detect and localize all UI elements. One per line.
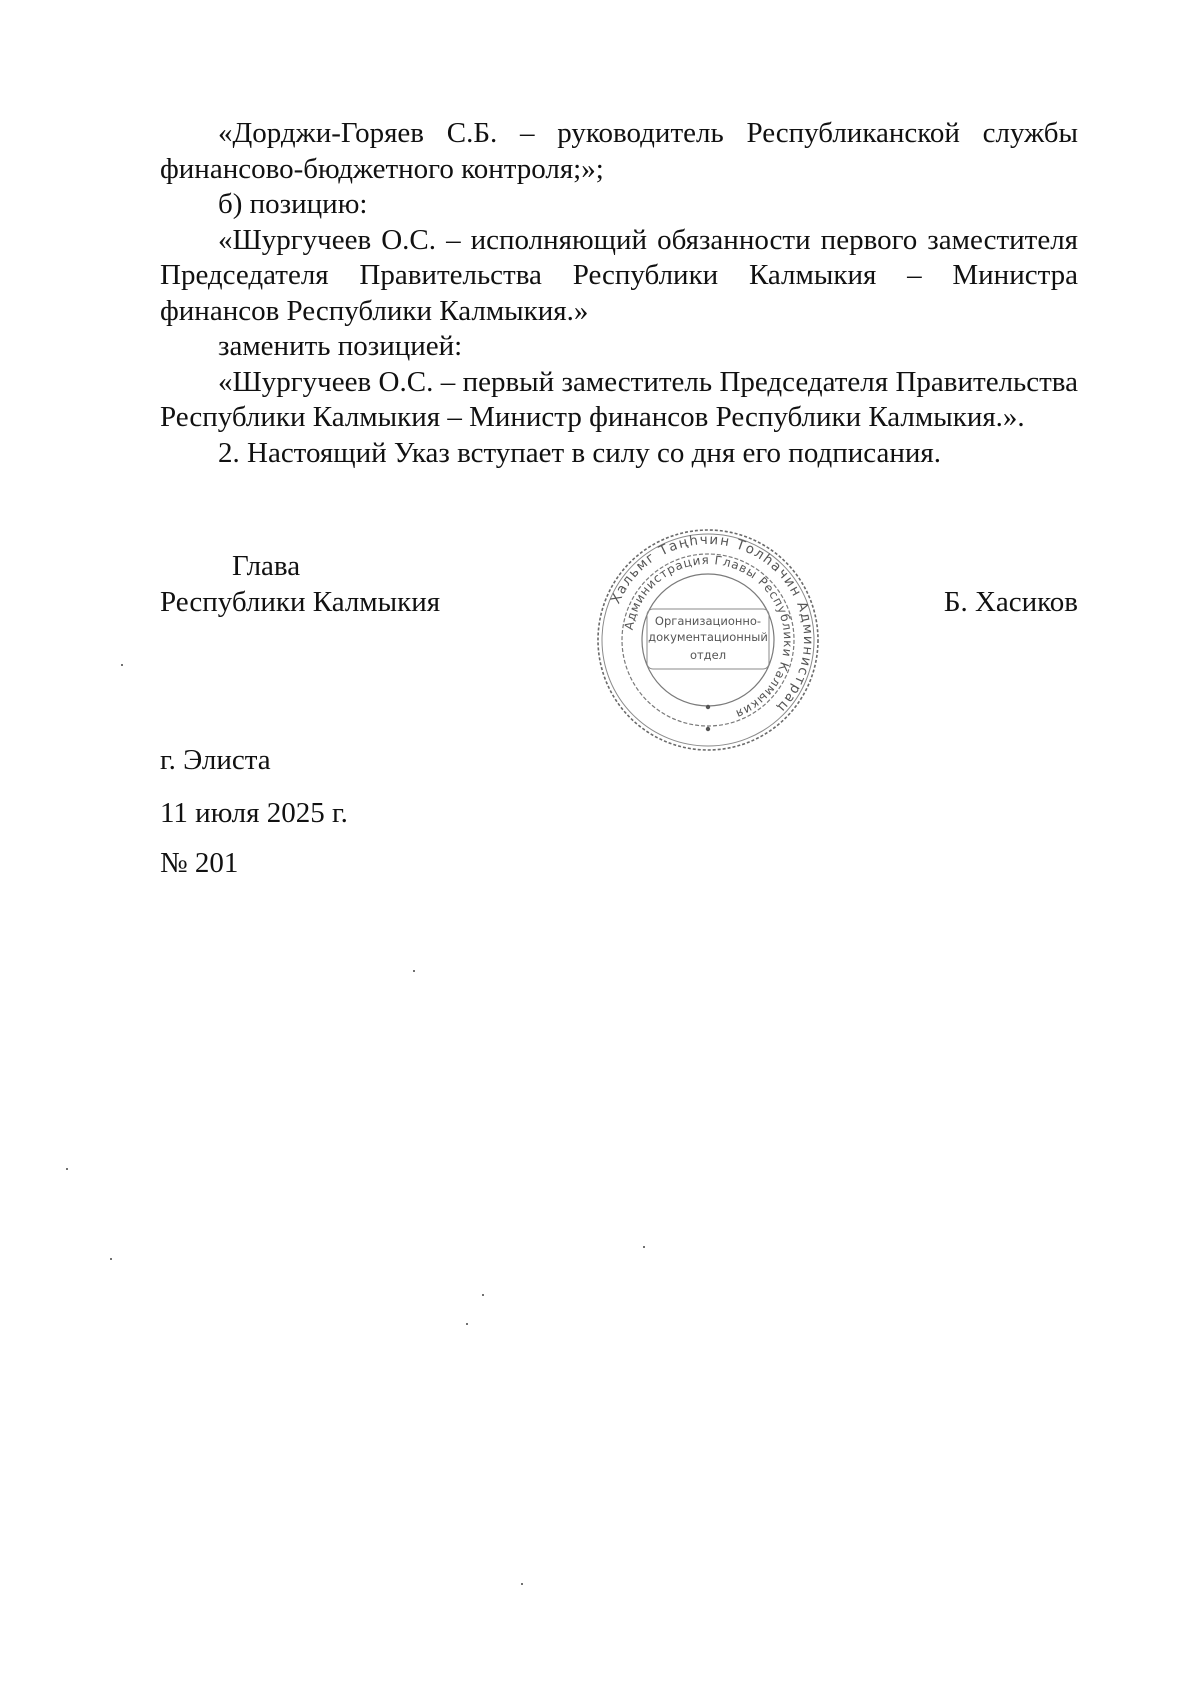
paragraph-shurguchev-old: «Шургучеев О.С. – исполняющий обязанности первого заместителя Председателя Правительства Республики Калмыкия – Министра финансов Республики Калмыкия.» — [160, 223, 1078, 327]
stamp-outer-text: Хальмг Таңһчин Толһачин Администрац — [607, 531, 817, 717]
document-city: г. Элиста — [160, 744, 271, 776]
document-date: 11 июля 2025 г. — [160, 797, 348, 829]
scan-speck — [482, 1294, 484, 1296]
paragraph-position-b: б) позицию: — [218, 188, 368, 220]
stamp-center-line2: документационный — [648, 630, 768, 644]
document-number: № 201 — [160, 847, 239, 879]
scan-speck — [643, 1246, 645, 1248]
signatory-name: Б. Хасиков — [943, 586, 1078, 618]
stamp-center-line3: отдел — [689, 648, 727, 662]
scan-speck — [413, 970, 415, 972]
scan-speck — [66, 1168, 68, 1170]
paragraph-replace-with: заменить позицией: — [218, 330, 463, 362]
scan-speck — [466, 1323, 468, 1325]
scan-speck — [121, 664, 123, 666]
stamp-inner-text: Администрация Главы Республики Калмыкия — [621, 552, 796, 722]
paragraph-shurguchev-new: «Шургучеев О.С. – первый заместитель Председателя Правительства Республики Калмыкия – Министр финансов Республики Калмыкия.». — [160, 365, 1078, 433]
document-body — [160, 116, 1078, 471]
stamp-center-line1: Организационно- — [654, 614, 762, 628]
paragraph-effective-clause: 2. Настоящий Указ вступает в силу со дня его подписания. — [218, 436, 942, 469]
official-seal-stamp — [595, 527, 821, 753]
signature-title-line1: Глава — [232, 550, 301, 582]
paragraph-dordzhi-goryaev: «Дорджи-Горяев С.Б. – руководитель Республиканской службы финансово-бюджетного контроля;»; — [160, 117, 1078, 185]
signature-title-line2: Республики Калмыкия — [160, 586, 441, 618]
scan-speck — [521, 1583, 523, 1585]
scan-speck — [110, 1258, 112, 1260]
